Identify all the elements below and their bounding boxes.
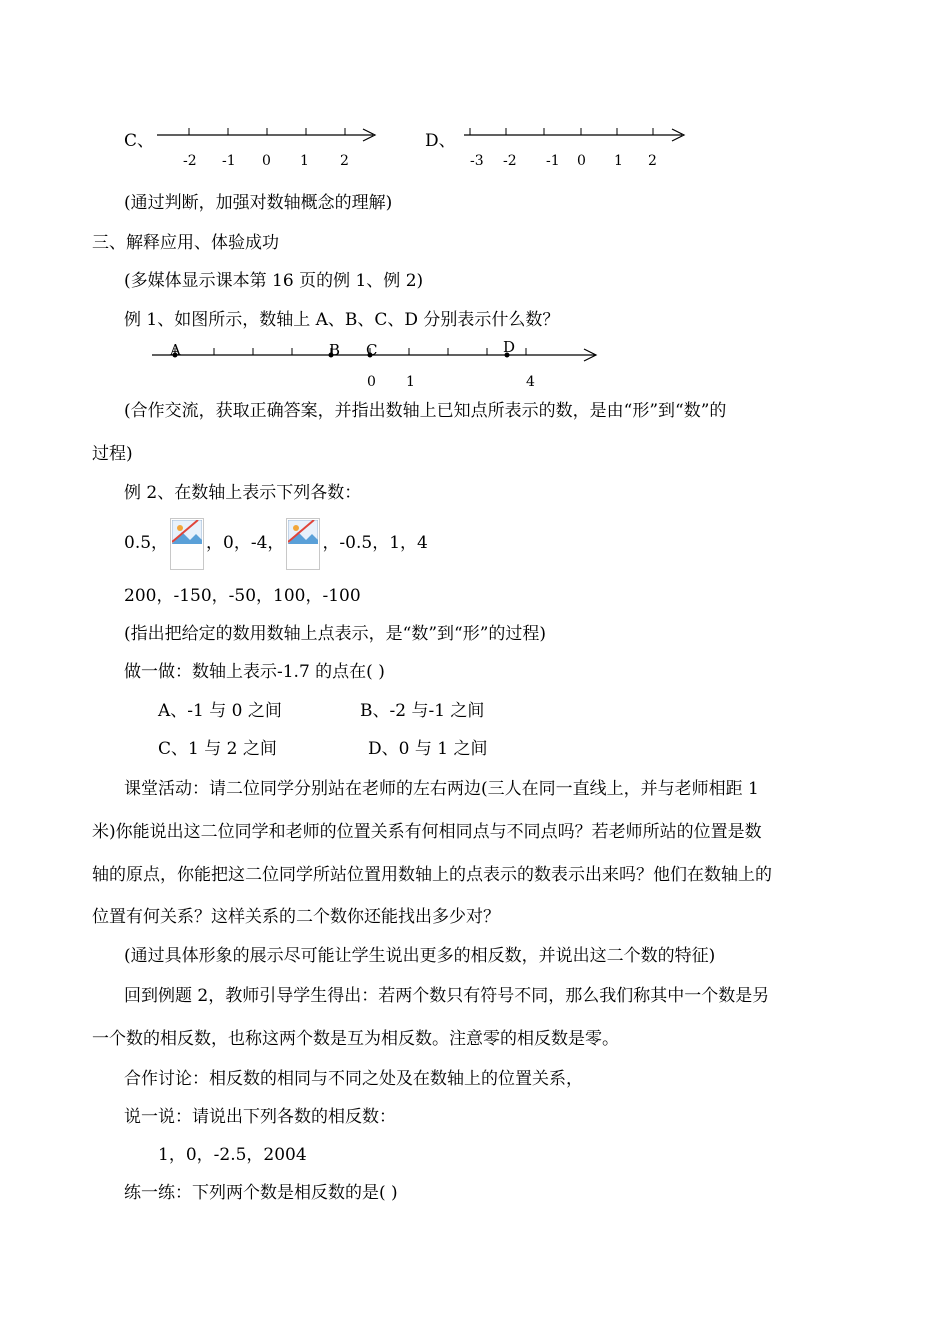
axis-c-tick-label: -1 [222, 153, 236, 169]
point-d-label: D [503, 338, 516, 356]
option-b: B、-2 与-1 之间 [360, 701, 485, 721]
example-1-tick-label: 1 [406, 374, 415, 390]
axis-d-label: D、 [425, 131, 456, 151]
example-1-text: 例 1、如图所示，数轴上 A、B、C、D 分别表示什么数？ [124, 310, 560, 330]
axis-d-tick-label: -2 [503, 153, 517, 169]
numbers-part-1: 0.5， [124, 533, 169, 553]
axis-d-tick-label: -3 [470, 153, 484, 169]
axis-d-tick-label: 0 [577, 153, 586, 169]
axis-c-label: C、 [124, 131, 155, 151]
axis-c-tick-label: 0 [262, 153, 271, 169]
axis-d-tick-label: 2 [648, 153, 657, 169]
broken-image-icon [170, 518, 204, 570]
activity-line-4: 位置有何关系？这样关系的二个数你还能找出多少对？ [92, 907, 500, 927]
point-a-label: A [170, 341, 181, 359]
numbers-part-3: ，-0.5，1，4 [322, 533, 428, 553]
try-it-question: 做一做：数轴上表示-1.7 的点在( ) [124, 662, 385, 682]
section-3-title: 三、解释应用、体验成功 [92, 233, 279, 253]
example-2-text: 例 2、在数轴上表示下列各数： [124, 483, 362, 503]
note-judgement: (通过判断，加强对数轴概念的理解) [124, 193, 393, 213]
activity-line-2: 米)你能说出这二位同学和老师的位置关系有何相同点与不同点吗？若老师所站的位置是数 [92, 822, 762, 842]
cooperation-note-line-1: (合作交流，获取正确答案，并指出数轴上已知点所表示的数，是由“形”到“数”的 [124, 401, 727, 421]
option-d: D、0 与 1 之间 [368, 739, 488, 759]
axis-d-tick-label: 1 [614, 153, 623, 169]
option-c: C、1 与 2 之间 [158, 739, 277, 759]
example-2-numbers-line-1 [124, 518, 428, 570]
axis-c-tick-label: 1 [300, 153, 309, 169]
option-a: A、-1 与 0 之间 [158, 701, 282, 721]
cooperation-note-line-2: 过程) [92, 444, 133, 464]
point-b-label: B [329, 341, 341, 359]
discussion-text: 合作讨论：相反数的相同与不同之处及在数轴上的位置关系， [124, 1069, 583, 1089]
example-1-tick-label: 0 [367, 374, 376, 390]
broken-image-icon [286, 518, 320, 570]
back-example-line-1: 回到例题 2，教师引导学生得出：若两个数只有符号不同，那么我们称其中一个数是另 [124, 986, 770, 1006]
note-opposites: (通过具体形象的展示尽可能让学生说出更多的相反数，并说出这二个数的特征) [124, 946, 716, 966]
point-c-label: C [366, 341, 378, 359]
example-1-tick-label: 4 [526, 374, 535, 390]
multimedia-note: (多媒体显示课本第 16 页的例 1、例 2) [124, 271, 424, 291]
say-it-numbers: 1，0，-2.5，2004 [158, 1145, 307, 1165]
numbers-part-2: ，0，-4， [206, 533, 285, 553]
example-2-numbers-line-2: 200，-150，-50，100，-100 [124, 586, 361, 606]
axis-d-tick-label: -1 [546, 153, 560, 169]
axis-d-number-line [462, 120, 692, 150]
axis-c-number-line [155, 120, 385, 150]
example-1-number-line [150, 338, 610, 370]
activity-line-3: 轴的原点，你能把这二位同学所站位置用数轴上的点表示的数表示出来吗？他们在数轴上的 [92, 865, 772, 885]
back-example-line-2: 一个数的相反数，也称这两个数是互为相反数。注意零的相反数是零。 [92, 1029, 619, 1049]
activity-line-1: 课堂活动：请二位同学分别站在老师的左右两边(三人在同一直线上，并与老师相距 1 [124, 779, 759, 799]
practice-question: 练一练：下列两个数是相反数的是( ) [124, 1183, 398, 1203]
say-it-text: 说一说：请说出下列各数的相反数： [124, 1107, 396, 1127]
note-number-to-shape: (指出把给定的数用数轴上点表示，是“数”到“形”的过程) [124, 624, 547, 644]
axis-c-tick-label: -2 [183, 153, 197, 169]
axis-c-tick-label: 2 [340, 153, 349, 169]
